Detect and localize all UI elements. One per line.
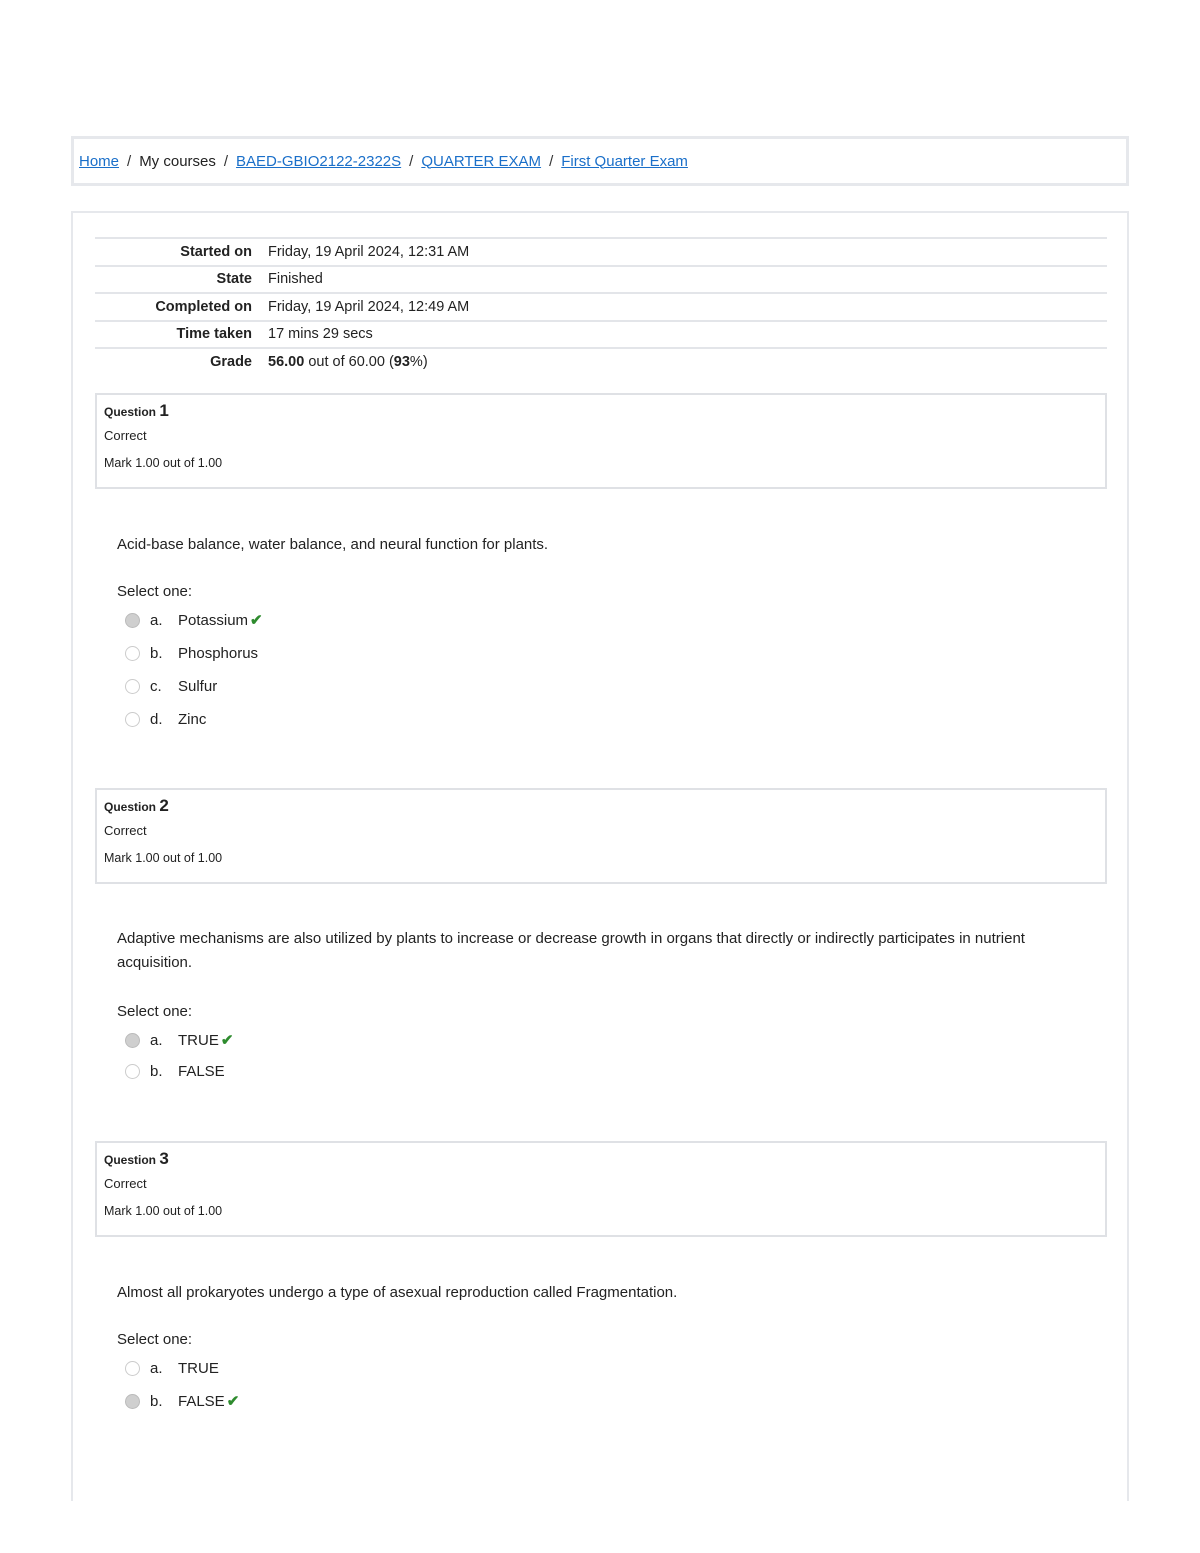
breadcrumb-section-link[interactable]: QUARTER EXAM [421, 152, 542, 170]
summary-row-time [95, 320, 1107, 348]
answer-letter: a. [150, 1360, 163, 1377]
grade-out-of: out of 60.00 ( [308, 353, 394, 370]
summary-row-completed [95, 292, 1107, 320]
answer-option[interactable] [125, 1360, 219, 1377]
answer-radio[interactable] [125, 712, 140, 727]
answer-radio[interactable] [125, 1394, 140, 1409]
select-one-prompt: Select one: [117, 1003, 193, 1020]
answer-text: TRUE [178, 1360, 219, 1377]
breadcrumb-quiz-link[interactable]: First Quarter Exam [561, 152, 688, 170]
answer-radio[interactable] [125, 679, 140, 694]
answer-option[interactable] [125, 1392, 239, 1410]
answer-letter: d. [150, 711, 163, 728]
answer-text: TRUE [178, 1031, 219, 1049]
summary-value: 17 mins 29 secs [268, 326, 373, 343]
grade-score: 56.00 [268, 353, 305, 370]
answer-radio[interactable] [125, 1064, 140, 1079]
grade-percent-suffix: %) [409, 353, 428, 370]
summary-row-state [95, 265, 1107, 293]
answer-letter: a. [150, 611, 163, 629]
answer-option[interactable] [125, 1031, 233, 1049]
answer-radio[interactable] [125, 613, 140, 628]
question-number: 3 [159, 1149, 169, 1168]
quiz-review-region [71, 211, 1129, 1501]
answer-letter: c. [150, 678, 162, 695]
breadcrumb-separator: / [549, 152, 554, 170]
answer-letter: b. [150, 1063, 163, 1080]
breadcrumb-home-link[interactable]: Home [79, 152, 120, 170]
grade-value [252, 354, 428, 370]
breadcrumb-course-link[interactable]: BAED-GBIO2122-2322S [236, 152, 402, 170]
answer-option[interactable] [125, 1063, 225, 1080]
summary-row-started [95, 237, 1107, 265]
question-label: Question [104, 1153, 157, 1167]
correct-check-icon: ✔ [220, 1032, 234, 1049]
summary-row-grade [95, 347, 1107, 375]
question-status: Correct [104, 1176, 147, 1191]
summary-value: Friday, 19 April 2024, 12:49 AM [268, 298, 470, 315]
question-number: 2 [159, 796, 169, 815]
answer-radio[interactable] [125, 1361, 140, 1376]
breadcrumb-separator: / [223, 152, 229, 170]
breadcrumb-separator: / [409, 152, 414, 170]
answer-text: Phosphorus [178, 645, 259, 662]
answer-radio[interactable] [125, 646, 140, 661]
question-status: Correct [104, 428, 147, 443]
summary-value: Finished [268, 271, 323, 288]
summary-label: Grade [210, 353, 252, 370]
question-text: Adaptive mechanisms are also utilized by plants to increase or decrease growth in organs that directly or indirectly participates in nutrient acquisition. [117, 930, 1025, 971]
answer-letter: a. [150, 1031, 163, 1049]
answer-text: Sulfur [178, 678, 218, 695]
answer-letter: b. [150, 645, 163, 662]
summary-label: Time taken [176, 326, 252, 343]
question-text: Almost all prokaryotes undergo a type of asexual reproduction called Fragmentation. [117, 1284, 678, 1301]
answer-text: FALSE [178, 1063, 225, 1080]
question-title [104, 401, 1098, 421]
summary-label: Completed on [155, 298, 252, 315]
summary-label: State [216, 271, 252, 288]
summary-label: Started on [180, 243, 252, 260]
question-number: 1 [159, 401, 169, 420]
grade-percent: 93 [393, 353, 410, 370]
question-info-box [95, 788, 1107, 884]
question-mark: Mark 1.00 out of 1.00 [104, 851, 223, 865]
question-title [104, 1149, 1098, 1169]
answer-text: Potassium [178, 611, 249, 629]
question-title [104, 796, 1098, 816]
question-info-box [95, 1141, 1107, 1237]
breadcrumb-my-courses: My courses [139, 152, 216, 170]
answer-option[interactable] [125, 678, 217, 695]
select-one-prompt: Select one: [117, 583, 193, 600]
question-mark: Mark 1.00 out of 1.00 [104, 1204, 223, 1218]
breadcrumb [71, 136, 1129, 186]
answer-text: FALSE [178, 1392, 225, 1410]
correct-check-icon: ✔ [226, 1393, 240, 1410]
breadcrumb-separator: / [127, 152, 132, 170]
attempt-summary-table [95, 237, 1107, 375]
question-mark: Mark 1.00 out of 1.00 [104, 456, 223, 470]
answer-radio[interactable] [125, 1033, 140, 1048]
answer-option[interactable] [125, 645, 258, 662]
question-label: Question [104, 405, 157, 419]
answer-option[interactable] [125, 711, 206, 728]
answer-option[interactable] [125, 611, 263, 629]
answer-letter: b. [150, 1392, 163, 1410]
correct-check-icon: ✔ [250, 612, 263, 629]
answer-text: Zinc [178, 711, 207, 728]
question-text: Acid-base balance, water balance, and neural function for plants. [117, 536, 549, 553]
select-one-prompt: Select one: [117, 1331, 193, 1348]
question-info-box [95, 393, 1107, 489]
question-status: Correct [104, 823, 147, 838]
summary-value: Friday, 19 April 2024, 12:31 AM [268, 243, 470, 260]
question-label: Question [104, 800, 157, 814]
